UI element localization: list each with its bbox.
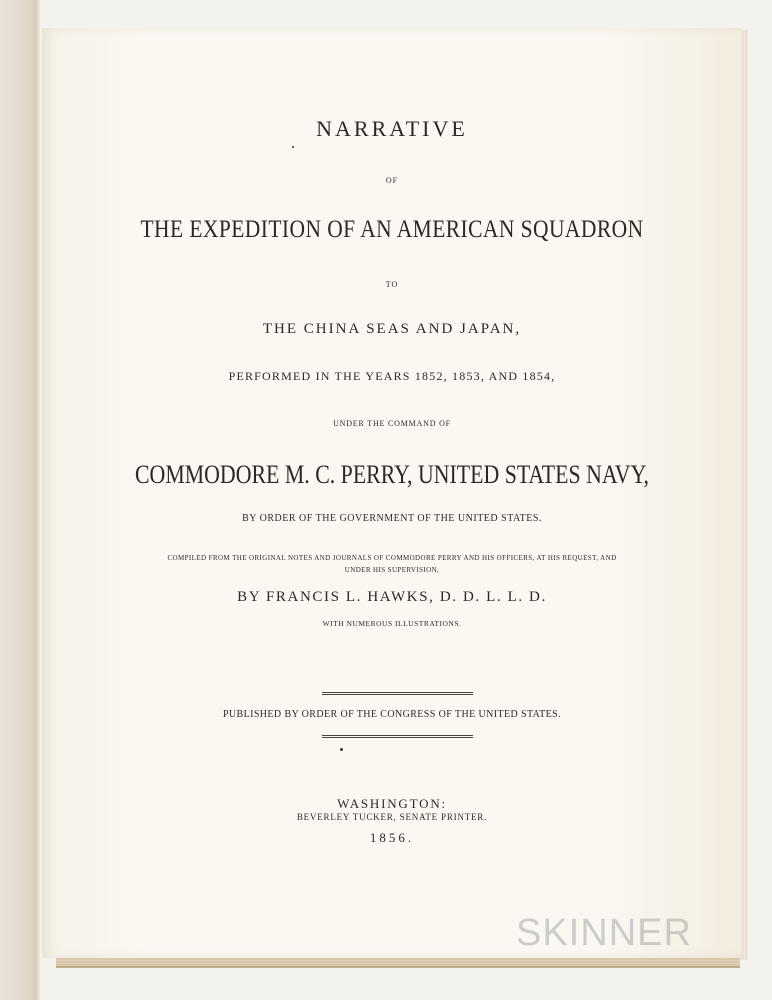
ink-speck bbox=[340, 748, 343, 751]
imprint-place: WASHINGTON: bbox=[337, 796, 447, 811]
destination-line: THE CHINA SEAS AND JAPAN, bbox=[262, 321, 522, 337]
publisher-authority: PUBLISHED BY ORDER OF THE CONGRESS OF THE UNITED STATES. bbox=[222, 709, 562, 720]
compiled-note: COMPILED FROM THE ORIGINAL NOTES AND JOURNALS OF COMMODORE PERRY AND HIS OFFICERS, AT HIS REQUEST, AND UNDER HIS SUPERVISION, bbox=[167, 554, 617, 574]
imprint-printer: BEVERLEY TUCKER, SENATE PRINTER. bbox=[296, 812, 488, 822]
illustrations-note: WITH NUMEROUS ILLUSTRATIONS. bbox=[322, 619, 462, 628]
divider-rule-top bbox=[322, 692, 473, 695]
connector-of: OF bbox=[385, 176, 399, 185]
watermark-logo: SKINNER bbox=[516, 912, 692, 954]
subject-line: THE EXPEDITION OF AN AMERICAN SQUADRON bbox=[140, 216, 644, 243]
connector-to: TO bbox=[385, 280, 399, 289]
command-intro: UNDER THE COMMAND OF bbox=[333, 419, 451, 428]
cover-edge bbox=[34, 0, 40, 1000]
divider-rule-bottom bbox=[322, 735, 473, 738]
book-title: NARRATIVE bbox=[316, 116, 468, 141]
commander-line: COMMODORE M. C. PERRY, UNITED STATES NAVY, bbox=[134, 460, 650, 489]
title-page bbox=[42, 28, 742, 958]
years-line: PERFORMED IN THE YEARS 1852, 1853, AND 1854, bbox=[228, 369, 556, 383]
imprint-year: 1856. bbox=[369, 830, 415, 845]
author-line: BY FRANCIS L. HAWKS, D. D. L. L. D. bbox=[237, 589, 547, 605]
authority-line: BY ORDER OF THE GOVERNMENT OF THE UNITED STATES. bbox=[242, 513, 542, 524]
ink-speck bbox=[292, 146, 294, 148]
